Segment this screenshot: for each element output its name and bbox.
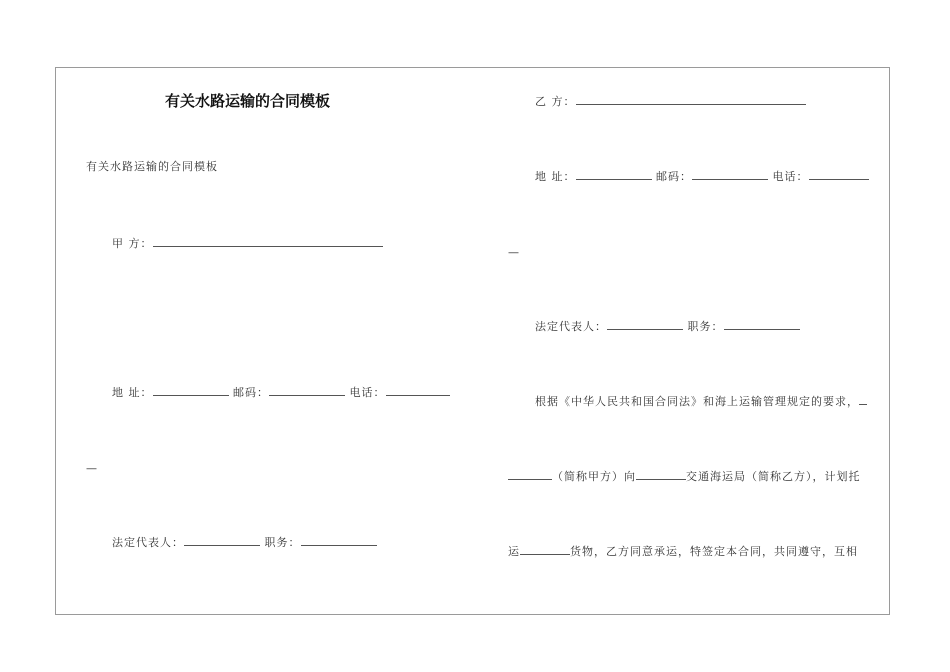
position-label: 职务： <box>687 320 724 333</box>
paragraph-text: 根据《中华人民共和国合同法》和海上运输管理规定的要求， <box>535 395 859 408</box>
legal-rep-blank <box>607 318 683 330</box>
legal-rep-label: 法定代表人： <box>535 320 607 333</box>
postcode-blank <box>269 384 345 396</box>
party-a-legal-rep-line <box>112 534 377 550</box>
stray-dash: — <box>508 246 520 259</box>
address-blank <box>576 168 652 180</box>
carrier-blank <box>636 468 686 480</box>
phone-label: 电话： <box>349 386 386 399</box>
legal-rep-blank <box>184 534 260 546</box>
phone-blank <box>386 384 450 396</box>
contract-paragraph-line-3 <box>508 543 858 559</box>
address-label: 地 址： <box>535 170 576 183</box>
position-label: 职务： <box>264 536 301 549</box>
document-page-frame <box>55 67 890 615</box>
contract-paragraph-line-1 <box>535 393 867 409</box>
document-subtitle: 有关水路运输的合同模板 <box>86 160 218 173</box>
party-b-line <box>535 93 806 109</box>
postcode-label: 邮码： <box>656 170 692 183</box>
phone-blank <box>809 168 869 180</box>
shipper-blank <box>508 468 552 480</box>
party-b-address-line <box>535 168 869 184</box>
party-b-legal-rep-line <box>535 318 800 334</box>
party-a-line <box>112 235 383 251</box>
position-blank <box>301 534 377 546</box>
party-a-address-line <box>112 384 450 400</box>
address-label: 地 址： <box>112 386 153 399</box>
cargo-blank <box>520 543 570 555</box>
contract-paragraph-line-2 <box>508 468 861 484</box>
postcode-label: 邮码： <box>233 386 269 399</box>
party-b-label: 乙 方： <box>535 95 576 108</box>
address-blank <box>153 384 229 396</box>
paragraph-text: （简称甲方）向 <box>552 470 636 483</box>
phone-label: 电话： <box>772 170 809 183</box>
paragraph-text: 运 <box>508 545 520 558</box>
paragraph-text: 货物，乙方同意承运，特签定本合同，共同遵守，互相 <box>570 545 858 558</box>
postcode-blank <box>692 168 768 180</box>
party-a-blank <box>153 235 383 247</box>
document-title: 有关水路运输的合同模板 <box>165 92 331 110</box>
legal-rep-label: 法定代表人： <box>112 536 184 549</box>
position-blank <box>724 318 800 330</box>
shipper-blank-start <box>859 393 867 405</box>
party-b-blank <box>576 93 806 105</box>
paragraph-text: 交通海运局（简称乙方），计划托 <box>686 470 861 483</box>
stray-dash: — <box>86 462 98 475</box>
party-a-label: 甲 方： <box>112 237 153 250</box>
